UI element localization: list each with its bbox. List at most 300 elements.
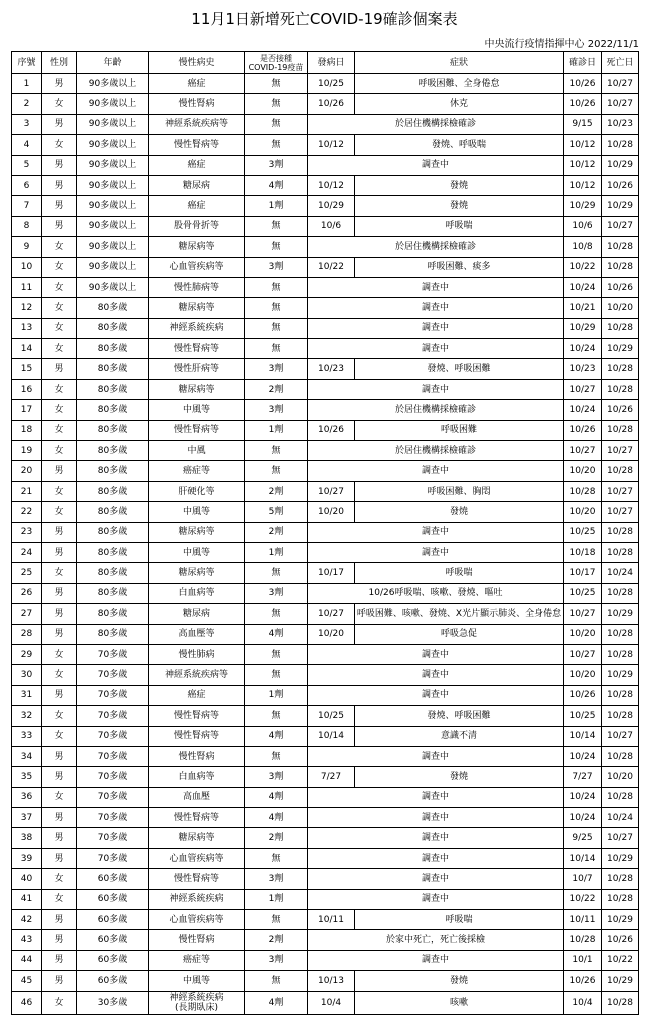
table-row [12,767,639,787]
cell-sex: 女 [42,400,77,420]
table-row [12,196,639,216]
cell-symptoms: 調查中 [308,848,564,868]
cell-sex: 男 [42,155,77,175]
cell-age: 80多歲 [77,318,149,338]
table-row [12,114,639,134]
cell-symptoms: 調查中 [308,665,564,685]
cell-no: 36 [12,787,42,807]
cell-age: 80多歲 [77,441,149,461]
cell-vaccine: 4劑 [245,991,308,1014]
cell-vaccine: 3劑 [245,359,308,379]
cell-vaccine: 4劑 [245,726,308,746]
cell-death: 10/26 [602,400,639,420]
cell-onset: 10/6 [308,216,355,236]
cell-confirmed: 10/28 [564,930,602,950]
cell-death: 10/27 [602,94,639,114]
cell-age: 90多歲以上 [77,216,149,236]
cell-confirmed: 10/20 [564,502,602,522]
cell-sex: 女 [42,379,77,399]
cell-history: 慢性腎病等 [149,808,245,828]
cell-no: 13 [12,318,42,338]
cell-vaccine: 1劑 [245,889,308,909]
table-row [12,726,639,746]
cell-confirmed: 10/20 [564,665,602,685]
cell-death: 10/24 [602,563,639,583]
cell-death: 10/26 [602,175,639,195]
cell-history: 癌症 [149,196,245,216]
table-row [12,216,639,236]
cell-sex: 男 [42,461,77,481]
cell-death: 10/27 [602,481,639,501]
cell-symptoms: 發燒 [355,971,564,991]
cell-sex: 女 [42,298,77,318]
cell-vaccine: 無 [245,277,308,297]
cell-symptoms: 調查中 [308,277,564,297]
cell-onset: 10/26 [308,420,355,440]
cell-confirmed: 10/24 [564,808,602,828]
cell-no: 3 [12,114,42,134]
table-row [12,257,639,277]
cell-death: 10/27 [602,502,639,522]
cell-symptoms: 發燒 [355,196,564,216]
table-row [12,930,639,950]
cell-death: 10/28 [602,135,639,155]
cell-vaccine: 無 [245,339,308,359]
cell-no: 38 [12,828,42,848]
cell-onset: 10/27 [308,604,355,624]
cell-confirmed: 10/29 [564,196,602,216]
cell-history: 中風等 [149,502,245,522]
cell-symptoms: 於居住機構採檢確診 [308,114,564,134]
header-no: 序號 [12,52,42,74]
cell-onset: 10/4 [308,991,355,1014]
cell-confirmed: 10/17 [564,563,602,583]
cell-no: 42 [12,910,42,930]
table-row [12,950,639,970]
cell-vaccine: 無 [245,216,308,236]
cell-death: 10/28 [602,237,639,257]
header-age: 年齡 [77,52,149,74]
table-row [12,563,639,583]
cell-vaccine: 無 [245,706,308,726]
cell-vaccine: 3劑 [245,767,308,787]
table-row [12,135,639,155]
cell-symptoms: 發燒、呼吸喘 [355,135,564,155]
cell-vaccine: 2劑 [245,379,308,399]
header-vaccine-line2: COVID-19疫苗 [248,62,304,72]
cell-symptoms: 調查中 [308,155,564,175]
table-row [12,175,639,195]
cell-onset: 10/12 [308,135,355,155]
cell-history: 糖尿病等 [149,522,245,542]
cell-age: 90多歲以上 [77,257,149,277]
cell-onset: 10/13 [308,971,355,991]
cell-history: 慢性腎病等 [149,726,245,746]
cell-age: 70多歲 [77,726,149,746]
table-row [12,359,639,379]
cell-death: 10/28 [602,359,639,379]
cell-age: 90多歲以上 [77,175,149,195]
cell-age: 80多歲 [77,624,149,644]
cell-history: 慢性肺病 [149,644,245,664]
cell-sex: 女 [42,502,77,522]
cell-confirmed: 10/25 [564,583,602,603]
cell-death: 10/28 [602,379,639,399]
cell-symptoms: 發燒、呼吸困難 [355,706,564,726]
cell-history: 中風等 [149,400,245,420]
cell-vaccine: 3劑 [245,950,308,970]
cell-age: 80多歲 [77,420,149,440]
cell-age: 70多歲 [77,848,149,868]
header-confirmed: 確診日 [564,52,602,74]
table-row [12,604,639,624]
cell-sex: 女 [42,94,77,114]
cell-death: 10/20 [602,298,639,318]
header-vaccine [245,52,308,74]
cell-death: 10/29 [602,196,639,216]
cell-vaccine: 2劑 [245,481,308,501]
cell-sex: 男 [42,114,77,134]
cell-sex: 男 [42,216,77,236]
table-row [12,400,639,420]
cell-history: 慢性腎病等 [149,420,245,440]
cell-death: 10/28 [602,542,639,562]
cell-confirmed: 10/20 [564,461,602,481]
cell-onset: 7/27 [308,767,355,787]
cell-age: 80多歲 [77,583,149,603]
cell-confirmed: 10/29 [564,318,602,338]
cell-death: 10/29 [602,155,639,175]
header-history: 慢性病史 [149,52,245,74]
cell-confirmed: 10/4 [564,991,602,1014]
cell-confirmed: 10/23 [564,359,602,379]
cell-age: 60多歲 [77,930,149,950]
header-vaccine-line1: 是否接種 [260,53,292,63]
cell-death: 10/28 [602,889,639,909]
table-row [12,787,639,807]
cell-no: 44 [12,950,42,970]
cell-history: 癌症等 [149,950,245,970]
cell-sex: 男 [42,746,77,766]
cell-vaccine: 3劑 [245,257,308,277]
cell-age: 80多歲 [77,400,149,420]
table-row [12,971,639,991]
cell-symptoms: 調查中 [308,318,564,338]
cell-no: 23 [12,522,42,542]
table-row [12,583,639,603]
cell-age: 90多歲以上 [77,94,149,114]
cell-confirmed: 10/22 [564,889,602,909]
table-row [12,665,639,685]
cell-sex: 女 [42,991,77,1014]
cell-symptoms: 調查中 [308,644,564,664]
table-row [12,746,639,766]
cell-vaccine: 無 [245,441,308,461]
cell-symptoms: 調查中 [308,542,564,562]
cell-history: 神經系統疾病 (長期臥床) [149,991,245,1014]
cell-no: 14 [12,339,42,359]
cell-confirmed: 10/8 [564,237,602,257]
cell-no: 43 [12,930,42,950]
cell-no: 15 [12,359,42,379]
cell-confirmed: 10/18 [564,542,602,562]
cell-age: 60多歲 [77,889,149,909]
cell-symptoms: 休克 [355,94,564,114]
cell-symptoms: 呼吸喘 [355,563,564,583]
table-row [12,298,639,318]
table-row [12,869,639,889]
cell-death: 10/28 [602,787,639,807]
cell-sex: 男 [42,175,77,195]
cell-symptoms: 咳嗽 [355,991,564,1014]
cell-confirmed: 10/27 [564,441,602,461]
cell-vaccine: 5劑 [245,502,308,522]
cell-vaccine: 4劑 [245,787,308,807]
cell-confirmed: 10/25 [564,706,602,726]
cell-vaccine: 無 [245,74,308,94]
cell-confirmed: 10/12 [564,135,602,155]
cell-onset: 10/29 [308,196,355,216]
cell-confirmed: 7/27 [564,767,602,787]
cell-confirmed: 10/26 [564,420,602,440]
cell-age: 90多歲以上 [77,277,149,297]
cell-age: 80多歲 [77,359,149,379]
cell-vaccine: 1劑 [245,685,308,705]
cell-sex: 男 [42,583,77,603]
cell-age: 80多歲 [77,298,149,318]
cell-onset: 10/25 [308,706,355,726]
cell-history: 高血壓等 [149,624,245,644]
cell-sex: 男 [42,604,77,624]
cell-age: 80多歲 [77,604,149,624]
cell-confirmed: 10/27 [564,379,602,399]
cell-death: 10/29 [602,339,639,359]
cell-symptoms: 發燒 [355,502,564,522]
cell-symptoms: 調查中 [308,379,564,399]
cell-age: 60多歲 [77,950,149,970]
cell-sex: 男 [42,624,77,644]
cell-sex: 男 [42,767,77,787]
cell-age: 90多歲以上 [77,114,149,134]
cell-age: 60多歲 [77,971,149,991]
cell-no: 7 [12,196,42,216]
cell-no: 37 [12,808,42,828]
cell-history: 神經系統疾病等 [149,665,245,685]
cell-death: 10/28 [602,461,639,481]
cell-symptoms: 呼吸困難、胸悶 [355,481,564,501]
cell-symptoms: 調查中 [308,746,564,766]
cell-onset: 10/27 [308,481,355,501]
cell-vaccine: 無 [245,461,308,481]
cell-age: 70多歲 [77,787,149,807]
cell-age: 70多歲 [77,665,149,685]
cell-no: 6 [12,175,42,195]
cell-no: 18 [12,420,42,440]
cell-sex: 男 [42,542,77,562]
cell-confirmed: 10/1 [564,950,602,970]
table-row [12,808,639,828]
cell-age: 80多歲 [77,461,149,481]
cell-age: 60多歲 [77,910,149,930]
source-date-label: 中央流行疫情指揮中心 2022/11/1 [484,39,639,50]
header-death: 死亡日 [602,52,639,74]
cell-sex: 女 [42,257,77,277]
cell-no: 34 [12,746,42,766]
cell-onset: 10/26 [308,94,355,114]
cell-confirmed: 10/20 [564,624,602,644]
cell-confirmed: 10/27 [564,644,602,664]
cell-history: 糖尿病等 [149,298,245,318]
cell-vaccine: 3劑 [245,400,308,420]
cell-death: 10/26 [602,930,639,950]
cell-confirmed: 10/26 [564,74,602,94]
cell-sex: 女 [42,706,77,726]
cell-sex: 女 [42,420,77,440]
cell-age: 90多歲以上 [77,237,149,257]
cell-onset: 10/14 [308,726,355,746]
cell-vaccine: 4劑 [245,808,308,828]
cell-age: 90多歲以上 [77,135,149,155]
cell-history: 神經系統疾病 [149,889,245,909]
cell-sex: 女 [42,869,77,889]
cell-confirmed: 10/24 [564,787,602,807]
cell-sex: 男 [42,808,77,828]
table-row [12,624,639,644]
cell-symptoms: 呼吸急促 [355,624,564,644]
cell-symptoms: 發燒、呼吸困難 [355,359,564,379]
header-sex: 性別 [42,52,77,74]
cell-death: 10/28 [602,869,639,889]
cell-history: 慢性腎病 [149,930,245,950]
table-row [12,848,639,868]
cell-no: 25 [12,563,42,583]
cell-confirmed: 10/24 [564,277,602,297]
cell-confirmed: 10/6 [564,216,602,236]
cell-no: 8 [12,216,42,236]
table-row [12,237,639,257]
cell-no: 11 [12,277,42,297]
cell-no: 45 [12,971,42,991]
cell-history: 中風等 [149,542,245,562]
cell-confirmed: 10/26 [564,971,602,991]
cell-history: 中風 [149,441,245,461]
table-row [12,318,639,338]
cell-age: 70多歲 [77,828,149,848]
cell-symptoms: 調查中 [308,828,564,848]
table-row [12,420,639,440]
table-row [12,441,639,461]
table-row [12,644,639,664]
cell-death: 10/24 [602,808,639,828]
cell-symptoms: 於居住機構採檢確診 [308,400,564,420]
cell-history: 高血壓 [149,787,245,807]
cell-confirmed: 9/15 [564,114,602,134]
table-row [12,991,639,1014]
cell-death: 10/28 [602,318,639,338]
cell-history: 糖尿病 [149,604,245,624]
cell-age: 90多歲以上 [77,155,149,175]
cell-symptoms: 10/26呼吸喘、咳嗽、發燒、嘔吐 [308,583,564,603]
cell-vaccine: 無 [245,644,308,664]
cell-sex: 女 [42,889,77,909]
cell-death: 10/27 [602,74,639,94]
cell-confirmed: 10/26 [564,685,602,705]
cell-history: 白血病等 [149,767,245,787]
cell-vaccine: 無 [245,237,308,257]
cell-onset: 10/17 [308,563,355,583]
cell-confirmed: 10/14 [564,848,602,868]
cell-age: 80多歲 [77,563,149,583]
cell-no: 26 [12,583,42,603]
cell-symptoms: 意識不清 [355,726,564,746]
table-row [12,277,639,297]
cell-no: 46 [12,991,42,1014]
cell-no: 12 [12,298,42,318]
cell-death: 10/27 [602,828,639,848]
cell-age: 70多歲 [77,644,149,664]
cell-sex: 男 [42,828,77,848]
cell-no: 30 [12,665,42,685]
table-row [12,889,639,909]
cell-symptoms: 於居住機構採檢確診 [308,441,564,461]
cell-no: 33 [12,726,42,746]
cell-onset: 10/12 [308,175,355,195]
cell-vaccine: 無 [245,604,308,624]
cell-history: 癌症 [149,74,245,94]
cell-history: 癌症 [149,155,245,175]
cell-history: 糖尿病等 [149,828,245,848]
table-row [12,706,639,726]
cell-vaccine: 無 [245,848,308,868]
cell-vaccine: 無 [245,94,308,114]
cell-symptoms: 呼吸困難、咳嗽、發燒、X光片顯示肺炎、全身倦怠 [355,604,564,624]
header-onset: 發病日 [308,52,355,74]
cell-history: 慢性肺病等 [149,277,245,297]
cell-confirmed: 10/25 [564,522,602,542]
cell-age: 90多歲以上 [77,196,149,216]
cell-vaccine: 1劑 [245,542,308,562]
cell-age: 90多歲以上 [77,74,149,94]
cell-vaccine: 3劑 [245,869,308,889]
cell-history: 糖尿病等 [149,563,245,583]
cell-death: 10/27 [602,726,639,746]
cell-death: 10/28 [602,706,639,726]
cell-symptoms: 調查中 [308,869,564,889]
cell-history: 神經系統疾病等 [149,114,245,134]
cell-sex: 女 [42,644,77,664]
cell-history: 白血病等 [149,583,245,603]
cell-sex: 女 [42,481,77,501]
cell-sex: 男 [42,950,77,970]
cell-history: 慢性腎病 [149,94,245,114]
cell-age: 80多歲 [77,522,149,542]
cell-sex: 女 [42,787,77,807]
cell-no: 41 [12,889,42,909]
cell-history: 癌症 [149,685,245,705]
cell-age: 30多歲 [77,991,149,1014]
cell-vaccine: 2劑 [245,828,308,848]
table-row [12,542,639,562]
cell-confirmed: 10/28 [564,481,602,501]
cell-no: 1 [12,74,42,94]
cell-symptoms: 調查中 [308,685,564,705]
cell-confirmed: 10/26 [564,94,602,114]
cell-vaccine: 4劑 [245,624,308,644]
cell-history: 心血管疾病等 [149,910,245,930]
cell-age: 80多歲 [77,502,149,522]
cell-sex: 女 [42,665,77,685]
cell-no: 22 [12,502,42,522]
